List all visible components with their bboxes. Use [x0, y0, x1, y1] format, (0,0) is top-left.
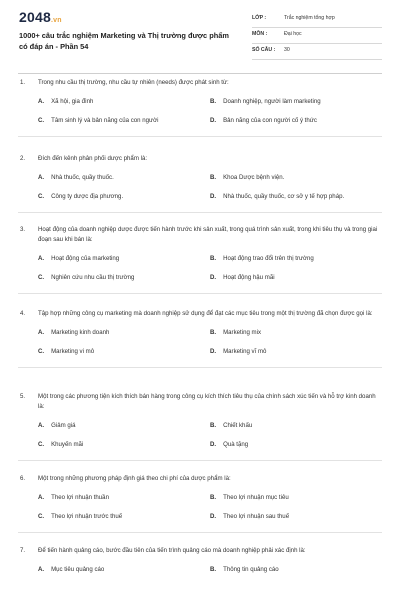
option-c[interactable] [38, 512, 122, 522]
option-letter: B. [210, 329, 217, 336]
option-d[interactable] [210, 440, 248, 450]
option-b[interactable] [210, 493, 289, 503]
option-text: Theo lợi nhuận mục tiêu [223, 494, 289, 501]
question-number: 6. [20, 475, 26, 482]
option-letter: B. [210, 174, 217, 181]
option-text: Hoạt động của marketing [51, 255, 120, 262]
option-a[interactable] [38, 565, 104, 575]
question-number: 3. [20, 226, 26, 233]
option-grid [0, 97, 400, 135]
option-text: Bản năng của con người cố ý thức [223, 117, 317, 124]
option-letter: A. [38, 422, 45, 429]
question-number: 5. [20, 393, 26, 400]
option-text: Theo lợi nhuận trước thuế [51, 513, 123, 520]
option-text: Giảm giá [51, 422, 76, 429]
option-a[interactable] [38, 97, 93, 107]
question-divider [18, 293, 382, 294]
option-letter: C. [38, 117, 45, 124]
document-meta [252, 12, 382, 60]
option-d[interactable] [210, 273, 275, 283]
question-number: 1. [20, 79, 26, 86]
option-b[interactable] [210, 421, 252, 431]
question-text: Một trong những phương pháp định giá theo chi phí của dược phẩm là: [38, 475, 231, 482]
page-title: 1000+ câu trắc nghiệm Marketing và Thị trường được phẩm có đáp án - Phần 54 [19, 31, 229, 51]
question-text: Một trong các phương tiện kích thích bán hàng trong công cụ kích thích tiêu thụ của chính sách xúc tiến và hỗ trợ kinh doanh là: [38, 393, 376, 410]
option-text: Công ty dược địa phương. [51, 193, 124, 200]
option-letter: C. [38, 274, 45, 281]
question-text: Hoạt động của doanh nghiệp dược được tiến hành trước khi sản xuất, trong quá trình sản xuất, trong khi tiêu thụ và trong giai đoạn sau khi bán là: [38, 226, 378, 243]
question-divider [18, 212, 382, 213]
option-letter: B. [210, 98, 217, 105]
option-text: Hoạt động hậu mãi [223, 274, 275, 281]
question-item [0, 392, 400, 474]
option-letter: A. [38, 255, 45, 262]
question-number: 4. [20, 310, 26, 317]
question-item [0, 225, 400, 309]
question-text: Tập hợp những công cụ marketing mà doanh nghiệp sử dụng để đạt các mục tiêu trong một thị trường đã chọn được gọi là: [38, 310, 373, 317]
meta-row-subject [252, 28, 382, 44]
header-divider [18, 73, 382, 74]
option-grid [0, 173, 400, 211]
question-item [0, 474, 400, 546]
document-header [0, 0, 400, 72]
option-c[interactable] [38, 347, 94, 357]
option-grid [0, 565, 400, 584]
question-stem [0, 78, 400, 88]
option-text: Marketing vi mô [51, 348, 95, 355]
option-letter: D. [210, 513, 217, 520]
option-letter: A. [38, 174, 45, 181]
option-a[interactable] [38, 421, 75, 431]
option-text: Theo lợi nhuận thuần [51, 494, 109, 501]
option-letter: B. [210, 422, 217, 429]
option-text: Tâm sinh lý và bản năng của con người [51, 117, 159, 124]
option-grid [0, 254, 400, 292]
question-number: 2. [20, 155, 26, 162]
option-text: Khoa Dược bệnh viện. [223, 174, 285, 181]
option-a[interactable] [38, 254, 119, 264]
option-text: Quà tặng [223, 441, 249, 448]
question-text: Đích đến kênh phân phối dược phẩm là: [38, 155, 148, 162]
option-b[interactable] [210, 565, 279, 575]
option-text: Marketing vĩ mô [223, 348, 267, 355]
site-logo[interactable] [19, 9, 62, 25]
option-text: Mục tiêu quảng cáo [51, 566, 105, 573]
option-letter: D. [210, 274, 217, 281]
option-letter: D. [210, 441, 217, 448]
option-d[interactable] [210, 347, 266, 357]
meta-row-class [252, 12, 382, 28]
option-text: Theo lợi nhuận sau thuế [223, 513, 290, 520]
option-letter: A. [38, 566, 45, 573]
option-letter: A. [38, 329, 45, 336]
option-c[interactable] [38, 440, 83, 450]
question-item [0, 546, 400, 598]
meta-value: Trắc nghiệm tổng hợp [284, 15, 335, 21]
option-text: Nghiên cứu nhu cầu thị trường [51, 274, 135, 281]
question-number: 7. [20, 547, 26, 554]
option-grid [0, 493, 400, 531]
option-d[interactable] [210, 512, 289, 522]
question-stem [0, 474, 400, 484]
question-stem [0, 225, 400, 245]
meta-key: MÔN : [252, 31, 268, 37]
meta-key: LỚP : [252, 15, 267, 21]
question-divider [18, 136, 382, 137]
question-item [0, 78, 400, 154]
option-c[interactable] [38, 273, 134, 283]
option-grid [0, 421, 400, 459]
option-letter: B. [210, 566, 217, 573]
option-letter: D. [210, 117, 217, 124]
logo-main: 2048 [19, 9, 51, 25]
option-c[interactable] [38, 116, 158, 126]
question-stem [0, 309, 400, 319]
option-letter: C. [38, 193, 45, 200]
option-letter: C. [38, 513, 45, 520]
question-item [0, 309, 400, 392]
option-grid [0, 328, 400, 366]
option-b[interactable] [210, 173, 284, 183]
question-text: Trong nhu cầu thị trường, nhu cầu tự nhiên (needs) được phát sinh từ: [38, 79, 229, 86]
option-text: Khuyến mãi [51, 441, 84, 448]
option-text: Marketing mix [223, 329, 262, 336]
question-divider [18, 532, 382, 533]
question-list [0, 78, 400, 598]
meta-key: SỐ CÂU : [252, 47, 276, 53]
option-d[interactable] [210, 192, 344, 202]
question-stem [0, 546, 400, 556]
option-letter: B. [210, 255, 217, 262]
question-text: Để tiến hành quảng cáo, bước đầu tiên của tiến trình quảng cáo mà doanh nghiệp phải xác định là: [38, 547, 306, 554]
option-text: Hoạt động trao đổi trên thị trường [223, 255, 314, 262]
option-letter: B. [210, 494, 217, 501]
option-a[interactable] [38, 173, 114, 183]
meta-value: Đại học [284, 31, 302, 37]
option-a[interactable] [38, 328, 109, 338]
question-divider [18, 367, 382, 368]
option-letter: D. [210, 348, 217, 355]
option-b[interactable] [210, 97, 321, 107]
meta-row-count [252, 44, 382, 60]
option-text: Thông tin quảng cáo [223, 566, 279, 573]
question-item [0, 154, 400, 225]
option-letter: C. [38, 348, 45, 355]
question-stem [0, 154, 400, 164]
option-text: Nhà thuốc, quầy thuốc, cơ sở y tế hợp pháp. [223, 193, 345, 200]
option-letter: A. [38, 98, 45, 105]
option-letter: C. [38, 441, 45, 448]
option-letter: A. [38, 494, 45, 501]
option-c[interactable] [38, 192, 123, 202]
option-text: Marketing kinh doanh [51, 329, 110, 336]
meta-value: 30 [284, 47, 290, 53]
option-a[interactable] [38, 493, 109, 503]
option-d[interactable] [210, 116, 317, 126]
logo-suffix: .vn [50, 17, 62, 24]
option-letter: D. [210, 193, 217, 200]
option-text: Doanh nghiệp, người làm marketing [223, 98, 321, 105]
question-divider [18, 460, 382, 461]
option-text: Chiết khấu [223, 422, 253, 429]
option-b[interactable] [210, 328, 261, 338]
question-stem [0, 392, 400, 412]
option-text: Nhà thuốc, quầy thuốc. [51, 174, 114, 181]
option-text: Xã hội, gia đình [51, 98, 94, 105]
option-b[interactable] [210, 254, 314, 264]
